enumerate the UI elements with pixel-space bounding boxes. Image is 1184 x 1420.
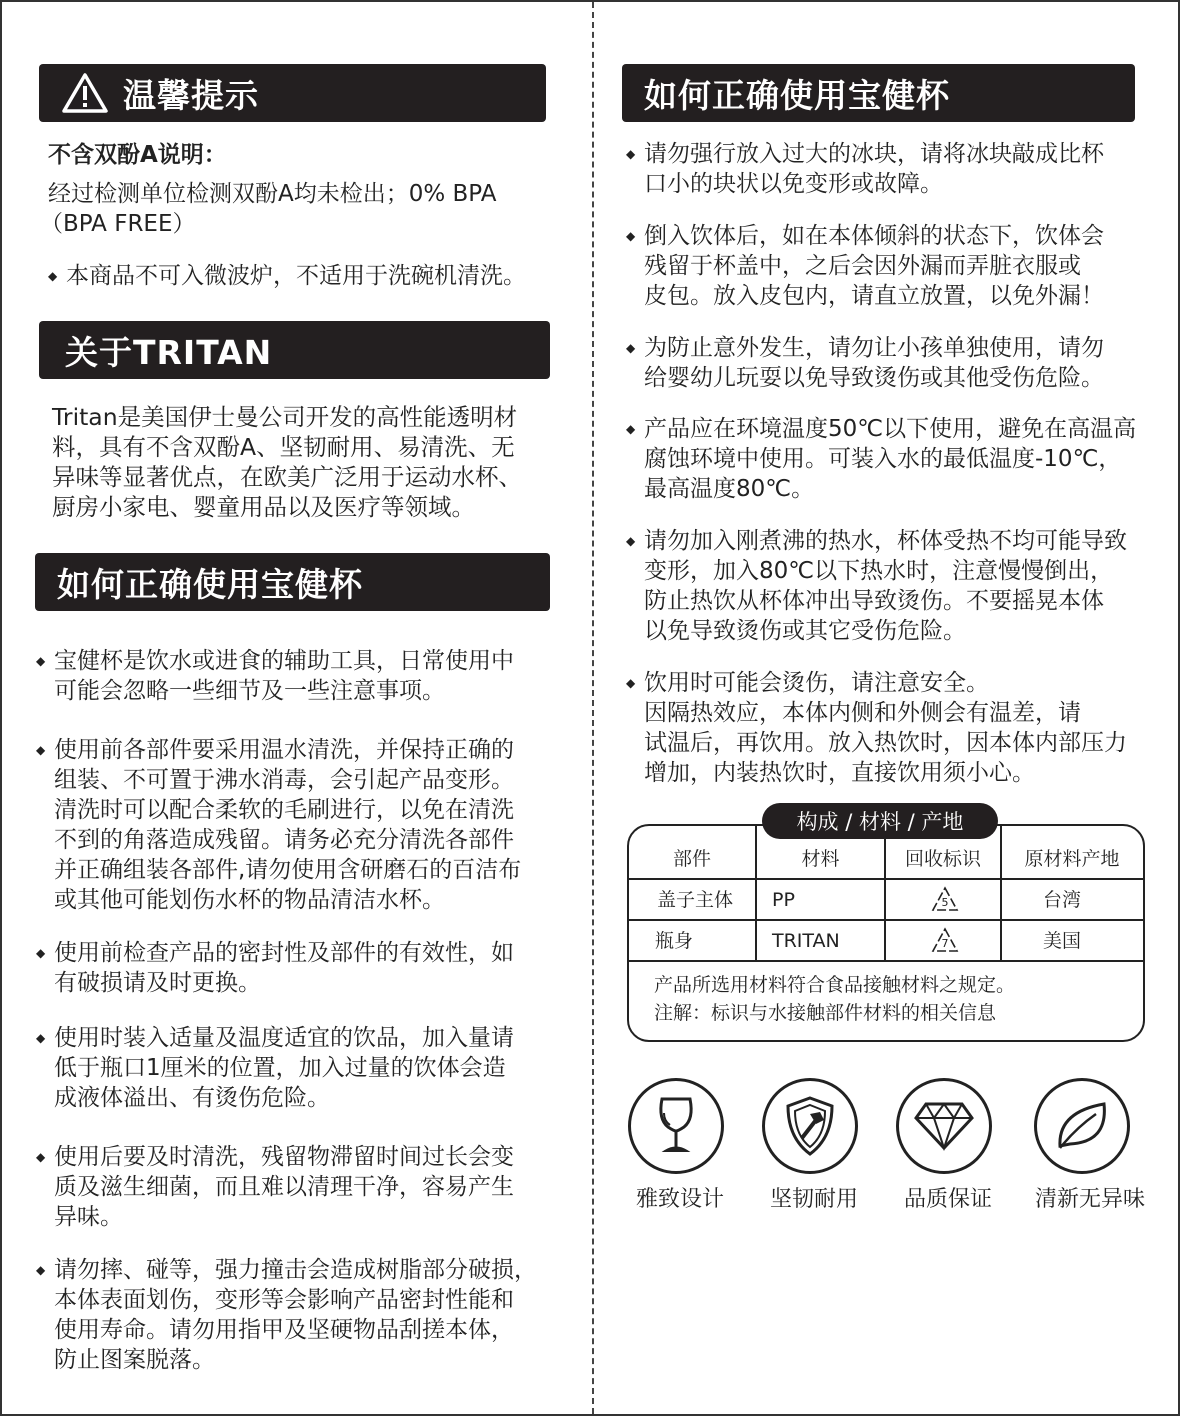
table-header: 部件 [672,848,711,870]
bullet-line: 防止热饮从杯体冲出导致烫伤。不要摇晃本体 [644,588,1104,614]
bullet-line: 最高温度80℃。 [644,476,815,502]
bullet-line: 低于瓶口1厘米的位置，加入过量的饮体会造 [54,1055,506,1081]
bullet-line: ◆ 请勿加入刚煮沸的热水，杯体受热不均可能导致 [644,528,1127,554]
svg-text:5: 5 [941,896,949,909]
tritan-title-bar [39,321,550,379]
bullet-line: 口小的块状以免变形或故障。 [644,171,943,197]
table-header: 材料 [801,848,840,870]
bullet-item [626,414,1166,504]
bullet-line: 组装、不可置于沸水消毒，会引起产品变形。 [54,767,514,793]
bullet-line: 成液体溢出、有烫伤危险。 [54,1085,330,1111]
bullet-line: ◆ 使用后要及时清洗，残留物滞留时间过长会变 [54,1144,514,1170]
bpa-line-1: 经过检测单位检测双酚A均未检出；0% BPA [48,181,497,207]
bullet-line: 有破损请及时更换。 [54,970,261,996]
tritan-line: 厨房小家电、婴童用品以及医疗等领域。 [52,493,475,521]
feature-label: 坚韧耐用 [769,1187,858,1212]
bullet-line: 增加，内装热饮时，直接饮用须小心。 [644,760,1035,786]
table-note-2: 注解：标识与水接触部件材料的相关信息 [654,1002,997,1024]
bullet-line: 或其他可能划伤水杯的物品清洁水杯。 [54,887,445,913]
wine-glass-icon [628,1078,724,1174]
feature-label: 品质保证 [903,1187,992,1212]
bullet-line: ◆ 使用时装入适量及温度适宜的饮品，加入量请 [54,1025,514,1051]
bullet-item [36,1023,566,1113]
bullet-line: 使用寿命。请勿用指甲及坚硬物品刮搓本体， [54,1317,514,1343]
bullet-item [36,646,566,706]
tritan-title: 关于TRITAN [65,332,273,372]
bullet-line: 并正确组装各部件,请勿使用含研磨石的百洁布 [54,857,522,883]
table-cell-material: TRITAN [772,929,840,952]
table-note-1: 产品所选用材料符合食品接触材料之规定。 [654,974,1016,996]
tritan-line: Tritan是美国伊士曼公司开发的高性能透明材 [52,403,518,431]
howto-title-bar-right [622,64,1135,122]
bullet-line: 可能会忽略一些细节及一些注意事项。 [54,678,445,704]
bullet-item [36,1142,566,1232]
warning-title: 温馨提示 [123,75,259,115]
table-cell-origin: 台湾 [1042,888,1081,911]
table-header: 原材料产地 [1024,848,1120,870]
bullet-line: 残留于杯盖中，之后会因外漏而弄脏衣服或 [644,253,1081,279]
bullet-line: ◆ 为防止意外发生，请勿让小孩单独使用，请勿 [644,335,1104,361]
bullet-line: ◆ 宝健杯是饮水或进食的辅助工具，日常使用中 [54,648,514,674]
bullet-line: ◆ 请勿摔、碰等，强力撞击会造成树脂部分破损， [54,1257,537,1283]
table-cell-origin: 美国 [1042,929,1081,952]
table-rule [629,960,1143,962]
microwave-note: ◆ 本商品不可入微波炉，不适用于洗碗机清洗。 [48,261,548,291]
howto-title-right: 如何正确使用宝健杯 [644,75,950,115]
bullet-line: ◆ 使用前各部件要采用温水清洗，并保持正确的 [54,737,514,763]
shield-hammer-icon [762,1078,858,1174]
recycle-5-icon [930,885,960,915]
bullet-line: 清洗时可以配合柔软的毛刷进行，以免在清洗 [54,797,514,823]
bullet-line: 因隔热效应，本体内侧和外侧会有温差，请 [644,700,1081,726]
bullet-item [626,526,1166,646]
bullet-line: 试温后，再饮用。放入热饮时，因本体内部压力 [644,730,1127,756]
bpa-line-2: （BPA FREE） [40,211,196,237]
tritan-line: 异味等显著优点，在欧美广泛用于运动水杯、 [52,463,522,491]
table-caption: 构成 / 材料 / 产地 [762,803,998,839]
table-header: 回收标识 [904,848,981,870]
table-cell-part: 盖子主体 [656,888,733,911]
bullet-line: 给婴幼儿玩耍以免导致烫伤或其他受伤危险。 [644,365,1104,391]
bullet-line: ◆ 产品应在环境温度50℃以下使用，避免在高温高 [644,416,1137,442]
bullet-item [626,333,1166,393]
bullet-line: ◆ 倒入饮体后，如在本体倾斜的状态下，饮体会 [644,223,1104,249]
warning-title-bar [39,64,546,122]
bullet-line: ◆ 饮用时可能会烫伤，请注意安全。 [644,670,989,696]
svg-text:7: 7 [941,937,949,950]
bullet-item [626,139,1166,199]
bullet-line: 不到的角落造成残留。请务必充分清洗各部件 [54,827,514,853]
feature-label: 清新无异味 [1034,1187,1145,1212]
table-cell-part: 瓶身 [654,929,693,952]
bullet-line: 本体表面划伤，变形等会影响产品密封性能和 [54,1287,514,1313]
warning-icon [61,72,109,114]
bullet-item [36,1255,566,1375]
bullet-line: ◆ 请勿强行放入过大的冰块，请将冰块敲成比杯 [644,141,1104,167]
bullet-item [626,668,1166,788]
howto-title-bar-left [35,553,550,611]
bpa-heading: 不含双酚A说明： [48,142,227,168]
bullet-line: 以免导致烫伤或其它受伤危险。 [644,618,966,644]
bullet-line: 防止图案脱落。 [54,1347,215,1373]
table-cell-material: PP [772,888,795,911]
bullet-line: 皮包。放入皮包内，请直立放置，以免外漏！ [644,283,1104,309]
bullet-line: ◆ 使用前检查产品的密封性及部件的有效性，如 [54,940,514,966]
leaf-icon [1034,1078,1130,1174]
dashed-divider [592,2,594,1414]
howto-title-left: 如何正确使用宝健杯 [57,564,363,604]
feature-label: 雅致设计 [635,1187,724,1212]
recycle-7-icon [930,926,960,956]
bullet-line: 质及滋生细菌，而且难以清理干净，容易产生 [54,1174,514,1200]
bullet-line: 变形，加入80℃以下热水时，注意慢慢倒出， [644,558,1114,584]
bullet-line: 腐蚀环境中使用。可装入水的最低温度-10℃， [644,446,1122,472]
bullet-item [36,938,566,998]
diamond-icon [896,1078,992,1174]
bullet-item [626,221,1166,311]
bullet-line: 异味。 [54,1204,123,1230]
tritan-line: 料，具有不含双酚A、坚韧耐用、易清洗、无 [52,433,515,461]
bullet-item [36,735,566,915]
